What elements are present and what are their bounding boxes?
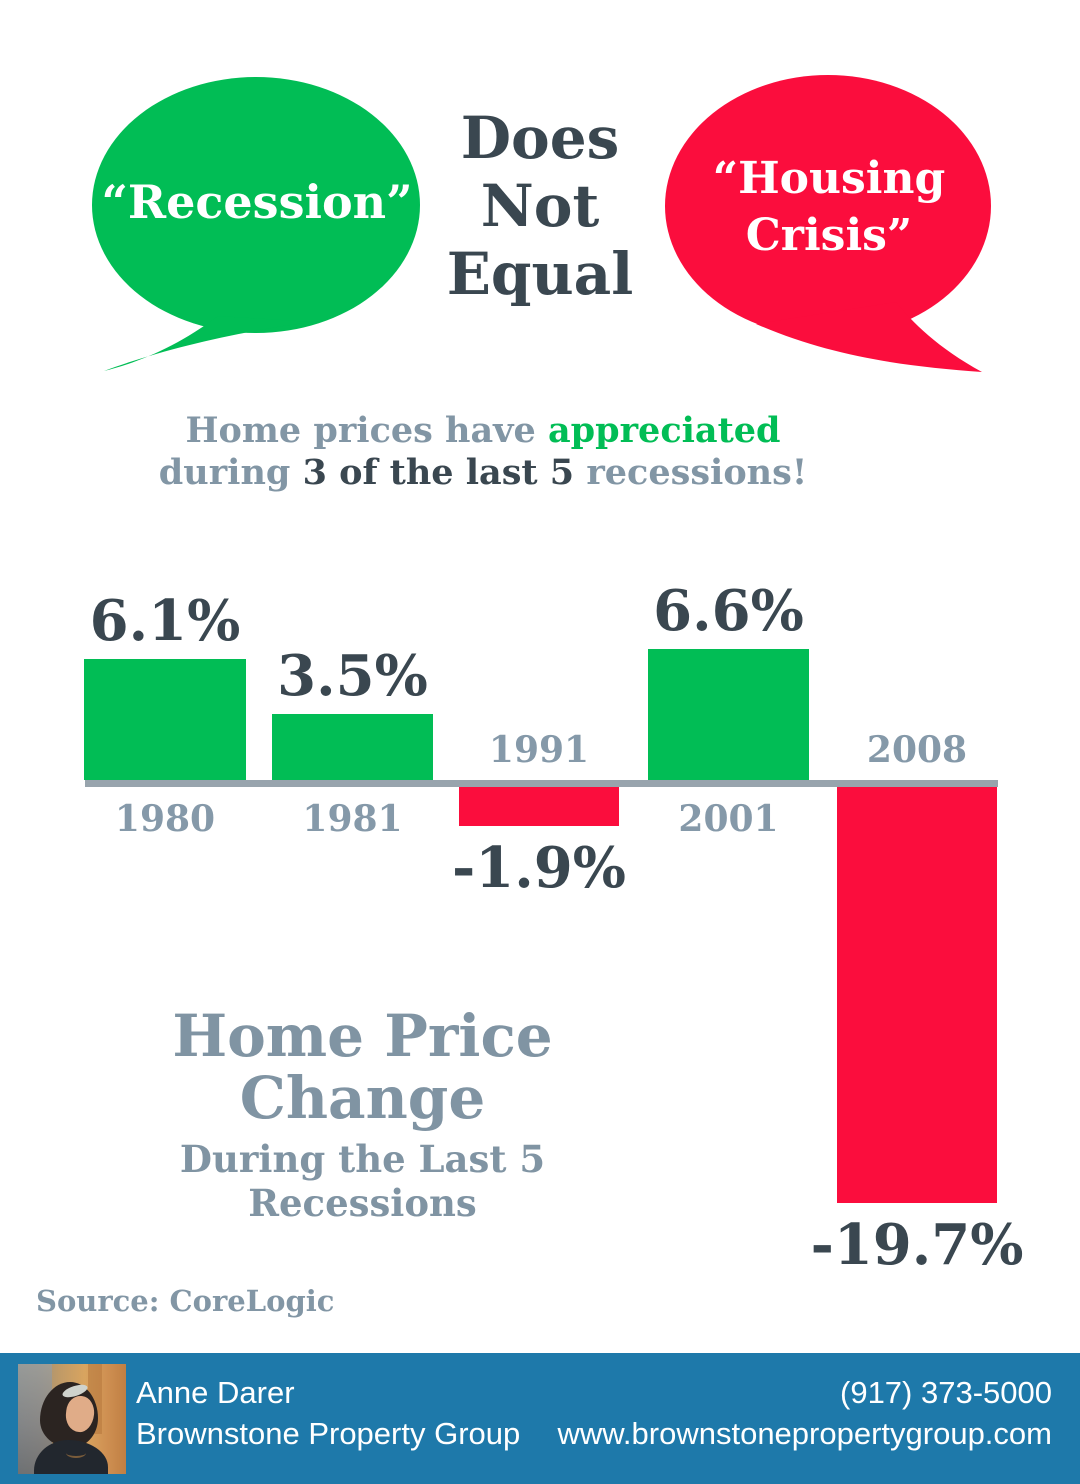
agent-website: www.brownstonepropertygroup.com (557, 1416, 1052, 1451)
headline-highlight: appreciated (547, 410, 781, 451)
chart-title-block (85, 1002, 640, 1225)
housing-crisis-line2: Crisis” (745, 210, 913, 261)
value-label-1980: 6.1% (89, 588, 241, 654)
chart-title: Home Price Change (172, 1002, 553, 1132)
agent-photo (18, 1364, 126, 1474)
value-label-2008: -19.7% (810, 1212, 1024, 1278)
year-label-1980: 1980 (114, 798, 216, 840)
bar-2008 (837, 787, 997, 1203)
value-label-1991: -1.9% (452, 835, 626, 901)
agent-info (136, 1372, 520, 1454)
chart-subtitle: During the Last 5 Recessions (179, 1137, 546, 1225)
headline-part2: during (158, 452, 303, 493)
value-label-2001: 6.6% (653, 578, 804, 644)
agent-phone: (917) 373-5000 (840, 1375, 1052, 1410)
photo-necklace (66, 1448, 86, 1458)
housing-crisis-line1: “Housing (712, 153, 946, 204)
bar-2001 (648, 649, 809, 780)
chart-axis-line (85, 780, 998, 787)
headline-strong: 3 of the last 5 (302, 452, 575, 493)
year-label-2001: 2001 (678, 798, 779, 840)
agent-name: Anne Darer (136, 1375, 295, 1410)
year-label-1981: 1981 (302, 798, 403, 840)
does-line: Does (460, 104, 620, 172)
bar-1981 (272, 714, 433, 780)
year-label-2008: 2008 (866, 729, 968, 771)
year-label-1991: 1991 (488, 729, 590, 771)
footer-bar (0, 1353, 1080, 1484)
equal-line: Equal (446, 240, 634, 308)
headline-part3: recessions! (574, 452, 808, 493)
value-label-1981: 3.5% (277, 643, 428, 709)
agent-company: Brownstone Property Group (136, 1416, 521, 1451)
headline-part1: Home prices have (185, 410, 548, 451)
bar-1991 (459, 787, 619, 826)
source-note: Source: CoreLogic (36, 1284, 335, 1318)
contact-info (557, 1372, 1052, 1454)
recession-bubble-label: “Recession” (101, 175, 413, 229)
not-line: Not (480, 172, 600, 240)
